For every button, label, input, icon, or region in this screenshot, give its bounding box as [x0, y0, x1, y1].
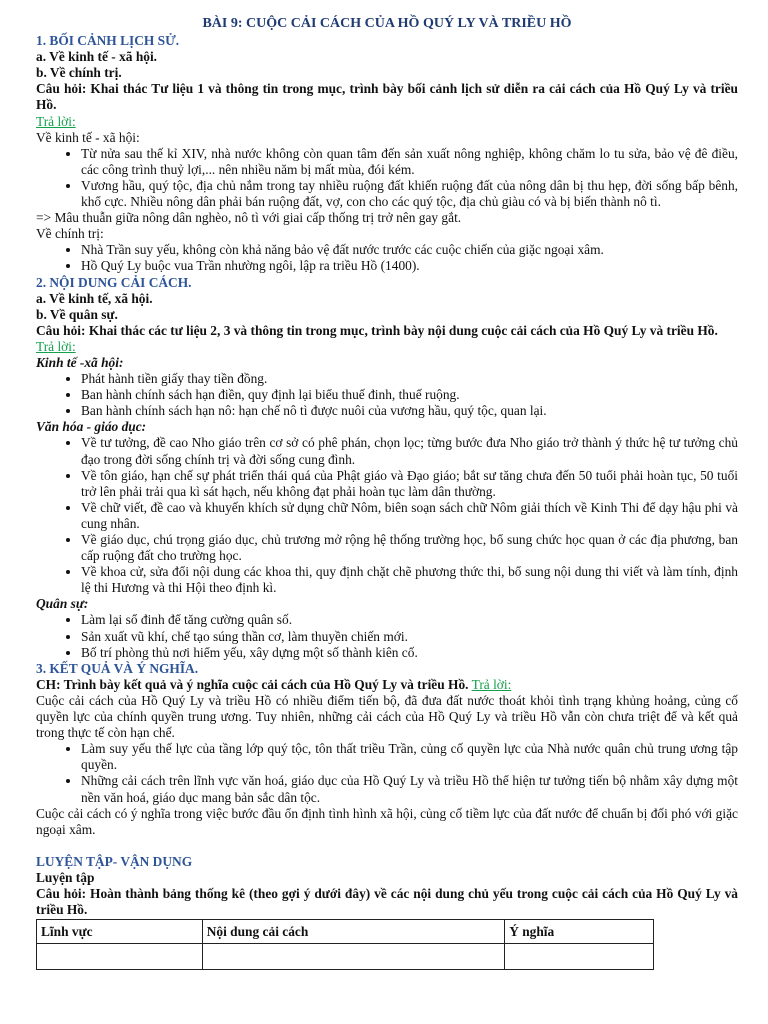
econ-list	[36, 146, 738, 210]
section-1-sub-b: b. Về chính trị.	[36, 65, 122, 81]
list-item: • Làm lại sổ đinh để tăng cường quân số.	[81, 612, 738, 628]
table-header-content: Nội dung cải cách	[202, 920, 504, 944]
list-item: • Ban hành chính sách hạn nô: hạn chế nô tì được nuôi của vương hầu, quý tộc, quan lại.	[81, 403, 738, 419]
military-label: Quân sự:	[36, 596, 89, 612]
econ-social-list	[36, 371, 738, 419]
list-item: • Ban hành chính sách hạn điền, quy định lại biểu thuế đinh, thuế ruộng.	[81, 387, 738, 403]
culture-label: Văn hóa - giáo dục:	[36, 419, 147, 435]
table-header-meaning: Ý nghĩa	[505, 920, 654, 944]
section-3-heading: 3. KẾT QUẢ VÀ Ý NGHĨA.	[36, 660, 199, 676]
list-item: • Từ nửa sau thế kỉ XIV, nhà nước không còn quan tâm đến sản xuất nông nghiệp, không chăm lo tu sửa, bảo vệ đê điều, các công trình thuỷ lợi,... nên nhiều năm bị mất mùa, đói kém.	[81, 146, 738, 178]
list-item: • Sản xuất vũ khí, chế tạo súng thần cơ, làm thuyền chiến mới.	[81, 629, 738, 645]
politics-list	[36, 242, 738, 274]
table-header-row	[37, 920, 654, 944]
answer-link[interactable]: Trả lời:	[36, 113, 76, 129]
culture-list	[36, 435, 738, 596]
list-item: • Về khoa cử, sửa đổi nội dung các khoa thi, quy định chặt chẽ phương thức thi, bổ sung nội dung thi viết và làm tính, định lệ thi Hương và thi Hội theo định kì.	[81, 564, 738, 596]
section-1-sub-a: a. Về kinh tế - xã hội.	[36, 49, 158, 65]
list-item: • Về chữ viết, đề cao và khuyến khích sử dụng chữ Nôm, biên soạn sách chữ Nôm giải thích về Kinh Thi để dạy hậu phi và cung nhân.	[81, 500, 738, 532]
table-cell[interactable]	[37, 944, 203, 970]
question-text: : Khai thác các tư liệu 2, 3 và thông tin trong mục, trình bày nội dung cuộc cải cách của Hồ Quý Ly và triều Hồ.	[81, 322, 718, 338]
table-row	[37, 944, 654, 970]
result-paragraph: Cuộc cải cách của Hồ Quý Ly và triều Hồ có nhiều điểm tiến bộ, đã đưa đất nước thoát khỏi tình trạng khủng hoảng, củng cố quyền lực của chính quyền trung ương. Tuy nhiên, những cải cách của Hồ Quý Ly và triều Hồ vẫn còn chưa triệt để và kết quả trong thực tế còn hạn chế.	[36, 692, 738, 741]
table-header-field: Lĩnh vực	[37, 920, 203, 944]
lesson-title: BÀI 9: CUỘC CẢI CÁCH CỦA HỒ QUÝ LY VÀ TRIỀU HỒ	[202, 16, 572, 31]
table-cell[interactable]	[202, 944, 504, 970]
table-cell[interactable]	[505, 944, 654, 970]
list-item: • Những cải cách trên lĩnh vực văn hoá, giáo dục của Hồ Quý Ly và triều Hồ thể hiện tư tưởng tiến bộ nhằm xây dựng một nền văn hoá, giáo dục mang bản sắc dân tộc.	[81, 773, 738, 805]
politics-label: Về chính trị:	[36, 226, 104, 242]
section-3-question	[36, 677, 738, 693]
list-item: • Nhà Trần suy yếu, không còn khả năng bảo vệ đất nước trước các cuộc chiến của giặc ngoại xâm.	[81, 242, 738, 258]
list-item: • Về tư tưởng, đề cao Nho giáo trên cơ sở có phê phán, chọn lọc; từng bước đưa Nho giáo trở thành ý thức hệ tư tưởng chủ đạo trong đời sống chính trị và đời sống cung đình.	[81, 435, 738, 467]
list-item: • Hồ Quý Ly buộc vua Trần nhường ngôi, lập ra triều Hồ (1400).	[81, 258, 738, 274]
section-2-sub-b: b. Về quân sự.	[36, 306, 118, 322]
list-item: • Về tôn giáo, hạn chế sự phát triển thái quá của Phật giáo và Đạo giáo; bắt sư tăng chưa đến 50 tuổi phải hoàn tục, 50 tuổi trở lên phải trải qua kì sát hạch, nếu không đạt phải hoàn tục làm dân thường.	[81, 468, 738, 500]
answer-link[interactable]: Trả lời:	[36, 338, 76, 354]
econ-social-label: Kinh tế -xã hội:	[36, 354, 124, 370]
econ-label: Về kinh tế - xã hội:	[36, 129, 140, 145]
summary-table	[36, 919, 654, 970]
practice-subheading: Luyện tập	[36, 869, 95, 885]
conclusion-text: => Mâu thuẫn giữa nông dân nghèo, nô tì với giai cấp thống trị trở nên gay gắt.	[36, 210, 462, 226]
list-item: • Làm suy yếu thế lực của tầng lớp quý tộc, tôn thất triều Trần, củng cố quyền lực của Nhà nước quân chủ trung ương tập quyền.	[81, 741, 738, 773]
question-text: Câu hỏi: Hoàn thành bảng thống kê (theo gợi ý dưới đây) về các nội dung chủ yếu trong cuộc cải cách của Hồ Quý Ly và triều Hồ.	[36, 885, 738, 918]
meaning-paragraph: Cuộc cải cách có ý nghĩa trong việc bước đầu ổn định tình hình xã hội, củng cố tiềm lực của đất nước để chuẩn bị đối phó với giặc ngoại xâm.	[36, 805, 738, 837]
practice-question	[36, 886, 738, 918]
answer-link[interactable]: Trả lời:	[471, 676, 512, 692]
section-2-heading: 2. NỘI DUNG CẢI CÁCH.	[36, 274, 192, 290]
question-text: : Khai thác Tư liệu 1 và thông tin trong mục, trình bày bối cảnh lịch sử diễn ra cải cách của Hồ Quý Ly và triều Hồ.	[36, 81, 738, 113]
section-1-heading: 1. BỐI CẢNH LỊCH SỬ.	[36, 33, 180, 49]
section-2-question	[36, 323, 738, 339]
list-item: • Phát hành tiền giấy thay tiền đồng.	[81, 371, 738, 387]
military-list	[36, 612, 738, 660]
list-item: • Vương hầu, quý tộc, địa chủ nắm trong tay nhiều ruộng đất khiến ruộng đất của nông dân bị thu hẹp, đời sống bấp bênh, khổ cực. Nhiều nông dân phải bán ruộng đất, vợ, con cho các quý tộc, địa chủ giàu có và bị biến thành nô tì.	[81, 178, 738, 210]
list-item: • Bố trí phòng thủ nơi hiểm yếu, xây dựng một số thành kiên cố.	[81, 645, 738, 661]
section-1-question	[36, 81, 738, 113]
list-item: • Về giáo dục, chú trọng giáo dục, chủ trương mở rộng hệ thống trường học, bổ sung chức học quan ở các địa phương, ban cấp ruộng đất cho trường học.	[81, 532, 738, 564]
result-list	[36, 741, 738, 805]
section-2-sub-a: a. Về kinh tế, xã hội.	[36, 290, 153, 306]
question-label: Câu hỏi	[36, 81, 82, 97]
practice-heading: LUYỆN TẬP- VẬN DỤNG	[36, 853, 193, 869]
question-text: CH: Trình bày kết quả và ý nghĩa cuộc cải cách của Hồ Quý Ly và triều Hồ.	[36, 676, 469, 692]
question-label: Câu hỏi	[36, 322, 82, 338]
